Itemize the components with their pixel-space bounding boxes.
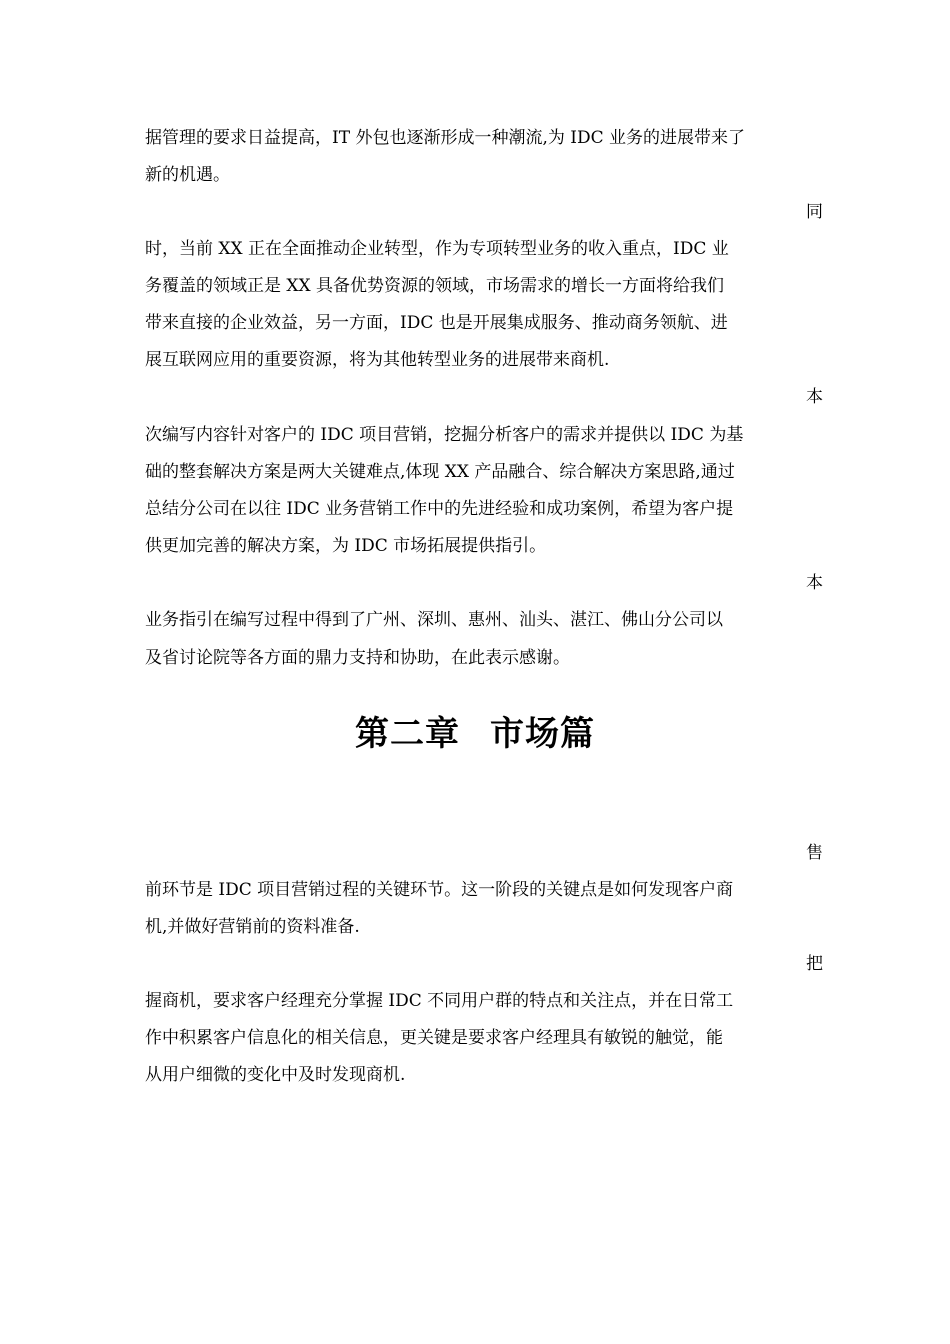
- paragraph-first-char: 本: [806, 387, 823, 407]
- chapter-number: 第二章: [355, 714, 460, 754]
- paragraph-line: 及省讨论院等各方面的鼎力支持和协助，在此表示感谢。: [145, 648, 570, 668]
- paragraph-first-char: 把: [806, 954, 823, 974]
- paragraph-line: 新的机遇。: [145, 165, 230, 185]
- paragraph-line: 机,并做好营销前的资料准备.: [145, 917, 360, 937]
- chapter-title: 市场篇: [490, 714, 595, 754]
- chapter-heading: [0, 710, 950, 758]
- paragraph-line: 次编写内容针对客户的 IDC 项目营销，挖掘分析客户的需求并提供以 IDC 为基: [145, 425, 744, 445]
- paragraph-line: 总结分公司在以往 IDC 业务营销工作中的先进经验和成功案例，希望为客户提: [145, 499, 734, 519]
- paragraph-line: 础的整套解决方案是两大关键难点,体现 XX 产品融合、综合解决方案思路,通过: [145, 462, 735, 482]
- paragraph-line: 展互联网应用的重要资源，将为其他转型业务的进展带来商机.: [145, 350, 610, 370]
- paragraph-first-char: 本: [806, 573, 823, 593]
- paragraph-line: 业务指引在编写过程中得到了广州、深圳、惠州、汕头、湛江、佛山分公司以: [145, 610, 723, 630]
- paragraph-line: 带来直接的企业效益，另一方面，IDC 也是开展集成服务、推动商务领航、进: [145, 313, 728, 333]
- paragraph-line: 前环节是 IDC 项目营销过程的关键环节。这一阶段的关键点是如何发现客户商: [145, 880, 734, 900]
- paragraph-line: 据管理的要求日益提高，IT 外包也逐渐形成一种潮流,为 IDC 业务的进展带来了: [145, 128, 746, 148]
- paragraph-line: 作中积累客户信息化的相关信息，更关键是要求客户经理具有敏锐的触觉，能: [145, 1028, 723, 1048]
- paragraph-first-char: 同: [806, 202, 823, 222]
- paragraph-line: 从用户细微的变化中及时发现商机.: [145, 1065, 406, 1085]
- paragraph-line: 时，当前 XX 正在全面推动企业转型，作为专项转型业务的收入重点，IDC 业: [145, 239, 729, 259]
- paragraph-first-char: 售: [806, 843, 823, 863]
- paragraph-line: 务覆盖的领域正是 XX 具备优势资源的领域，市场需求的增长一方面将给我们: [145, 276, 725, 296]
- paragraph-line: 供更加完善的解决方案，为 IDC 市场拓展提供指引。: [145, 536, 547, 556]
- paragraph-line: 握商机，要求客户经理充分掌握 IDC 不同用户群的特点和关注点，并在日常工: [145, 991, 734, 1011]
